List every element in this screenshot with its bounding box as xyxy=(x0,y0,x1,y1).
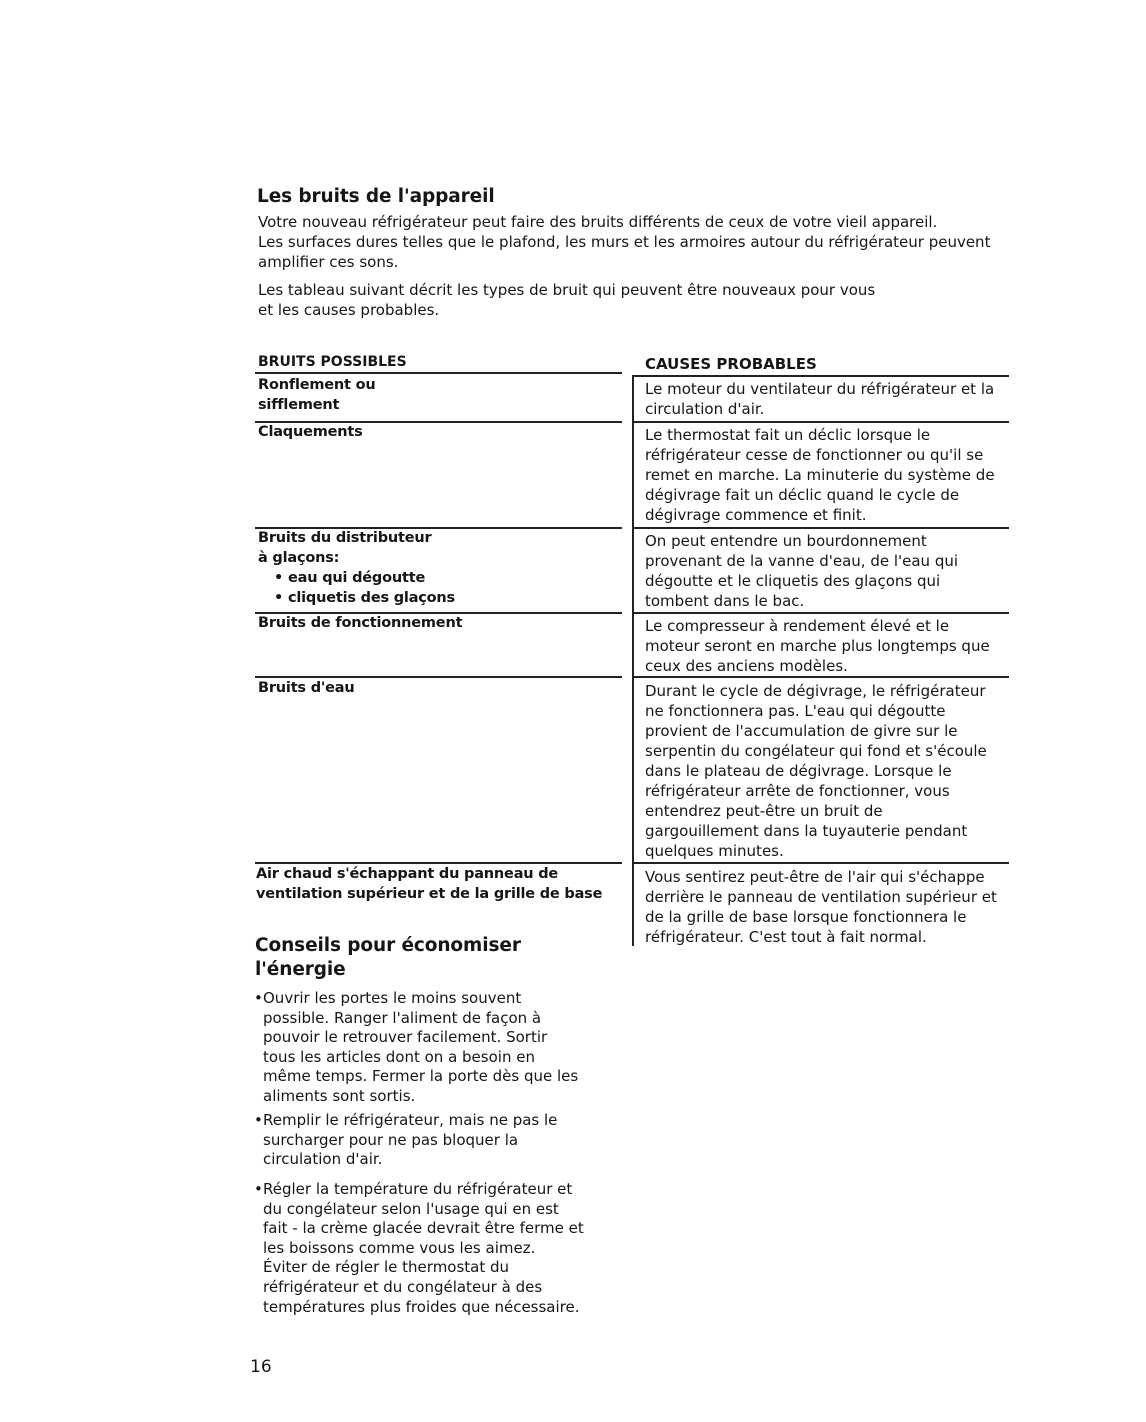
cause-line: Vous sentirez peut-être de l'air qui s'échappe xyxy=(645,868,985,886)
energy-tip-2 xyxy=(263,1111,557,1170)
cause-line: dans le plateau de dégivrage. Lorsque le xyxy=(645,762,952,780)
cause-line: dégivrage fait un déclic quand le cycle de xyxy=(645,486,960,504)
tip-line: du congélateur selon l'usage qui en est xyxy=(263,1199,559,1218)
noise-label-line: Claquements xyxy=(258,424,363,440)
tip-line: possible. Ranger l'aliment de façon à xyxy=(263,1008,542,1027)
noise-label-line: à glaçons: xyxy=(258,550,340,566)
noise-sub-item xyxy=(258,588,623,608)
table-row-5-noise xyxy=(258,678,623,698)
table-row-3-cause xyxy=(645,531,1065,611)
table-row-1-cause xyxy=(645,379,1065,419)
table-row-2-cause xyxy=(645,425,1065,525)
tip-line: aliments sont sortis. xyxy=(263,1086,416,1105)
column-header-noises: BRUITS POSSIBLES xyxy=(258,354,407,370)
cause-line: de la grille de base lorsque fonctionnera le xyxy=(645,908,967,926)
cause-line: Le moteur du ventilateur du réfrigérateur et la xyxy=(645,380,995,398)
page-number: 16 xyxy=(250,1357,272,1377)
tip-line: fait - la crème glacée devrait être ferme et xyxy=(263,1219,584,1238)
cause-line: ceux des anciens modèles. xyxy=(645,657,848,675)
cause-line: remet en marche. La minuterie du système de xyxy=(645,466,995,484)
cause-line: entendrez peut-être un bruit de xyxy=(645,802,883,820)
intro-line: Les surfaces dures telles que le plafond, les murs et les armoires autour du réfrigérateur peuvent xyxy=(258,233,991,251)
intro-line: Les tableau suivant décrit les types de bruit qui peuvent être nouveaux pour vous xyxy=(258,281,876,299)
cause-line: réfrigérateur. C'est tout à fait normal. xyxy=(645,928,927,946)
bullet-icon xyxy=(274,588,283,608)
cause-line: serpentin du congélateur qui fond et s'écoule xyxy=(645,742,987,760)
tip-line: pouvoir le retrouver facilement. Sortir xyxy=(263,1028,548,1047)
energy-tip-1 xyxy=(263,989,578,1107)
cause-line: dégoutte et le cliquetis des glaçons qui xyxy=(645,572,941,590)
header-underline-causes xyxy=(632,375,1009,377)
noise-label-line: Bruits de fonctionnement xyxy=(258,615,463,631)
cause-line: provenant de la vanne d'eau, de l'eau qui xyxy=(645,552,959,570)
cause-line: On peut entendre un bourdonnement xyxy=(645,532,927,550)
intro-paragraph-1 xyxy=(258,212,990,272)
noise-label-line: ventilation supérieur et de la grille de base xyxy=(256,886,603,902)
row-divider xyxy=(632,527,1009,529)
tip-line: circulation d'air. xyxy=(263,1150,383,1169)
table-row-5-cause xyxy=(645,681,1065,861)
tip-line: températures plus froides que nécessaire. xyxy=(263,1297,580,1316)
noise-label-line: Ronflement ou xyxy=(258,377,376,393)
intro-line: amplifier ces sons. xyxy=(258,253,399,271)
noise-sub-item-label: cliquetis des glaçons xyxy=(288,590,455,606)
intro-line: et les causes probables. xyxy=(258,301,440,319)
cause-line: réfrigérateur cesse de fonctionner ou qu'il se xyxy=(645,446,984,464)
cause-line: provient de l'accumulation de givre sur le xyxy=(645,722,958,740)
section-title-line: Conseils pour économiser xyxy=(255,935,521,956)
tip-line: Régler la température du réfrigérateur et xyxy=(263,1180,573,1198)
row-divider xyxy=(632,612,1009,614)
table-row-2-noise xyxy=(258,422,623,442)
noise-sub-item xyxy=(258,568,623,588)
header-underline-noises xyxy=(255,372,622,374)
noise-sub-item-label: eau qui dégoutte xyxy=(288,570,426,586)
cause-line: ne fonctionnera pas. L'eau qui dégoutte xyxy=(645,702,946,720)
cause-line: dégivrage commence et finit. xyxy=(645,506,867,524)
cause-line: tombent dans le bac. xyxy=(645,592,805,610)
noise-label-line: sifflement xyxy=(258,397,340,413)
cause-line: réfrigérateur arrête de fonctionner, vous xyxy=(645,782,950,800)
cause-line: circulation d'air. xyxy=(645,400,765,418)
table-row-3-noise xyxy=(258,528,623,608)
section-title-line: l'énergie xyxy=(255,959,346,980)
bullet-icon xyxy=(254,1180,263,1200)
cause-line: Durant le cycle de dégivrage, le réfrigérateur xyxy=(645,682,986,700)
section-title-energy xyxy=(255,934,521,982)
noise-label-line: Bruits d'eau xyxy=(258,680,355,696)
energy-tip-3 xyxy=(263,1180,584,1317)
bullet-icon xyxy=(254,1111,263,1131)
cause-line: gargouillement dans la tuyauterie pendant xyxy=(645,822,968,840)
tip-line: Remplir le réfrigérateur, mais ne pas le xyxy=(263,1111,558,1129)
bullet-icon xyxy=(274,568,283,588)
row-divider xyxy=(632,676,1009,678)
row-divider xyxy=(632,421,1009,423)
table-row-1-noise xyxy=(258,375,623,415)
tip-line: surcharger pour ne pas bloquer la xyxy=(263,1130,519,1149)
row-divider xyxy=(632,862,1009,864)
noise-label-line: Air chaud s'échappant du panneau de xyxy=(256,866,559,882)
tip-line: réfrigérateur et du congélateur à des xyxy=(263,1277,543,1296)
column-header-causes: CAUSES PROBABLES xyxy=(645,355,817,373)
column-divider xyxy=(632,375,634,946)
table-row-4-noise xyxy=(258,613,623,633)
table-row-6-noise xyxy=(256,864,621,904)
bullet-icon xyxy=(254,989,263,1009)
tip-line: tous les articles dont on a besoin en xyxy=(263,1047,535,1066)
intro-paragraph-2 xyxy=(258,280,875,320)
table-row-4-cause xyxy=(645,616,1065,676)
cause-line: moteur seront en marche plus longtemps que xyxy=(645,637,990,655)
intro-line: Votre nouveau réfrigérateur peut faire des bruits différents de ceux de votre vieil appareil. xyxy=(258,213,938,231)
section-title-noises: Les bruits de l'appareil xyxy=(257,186,495,207)
cause-line: Le compresseur à rendement élevé et le xyxy=(645,617,950,635)
cause-line: derrière le panneau de ventilation supérieur et xyxy=(645,888,997,906)
tip-line: même temps. Fermer la porte dès que les xyxy=(263,1067,579,1086)
table-row-6-cause xyxy=(645,867,1065,947)
cause-line: Le thermostat fait un déclic lorsque le xyxy=(645,426,931,444)
tip-line: Éviter de régler le thermostat du xyxy=(263,1258,510,1277)
tip-line: les boissons comme vous les aimez. xyxy=(263,1238,536,1257)
tip-line: Ouvrir les portes le moins souvent xyxy=(263,989,522,1007)
noise-label-line: Bruits du distributeur xyxy=(258,530,432,546)
cause-line: quelques minutes. xyxy=(645,842,784,860)
